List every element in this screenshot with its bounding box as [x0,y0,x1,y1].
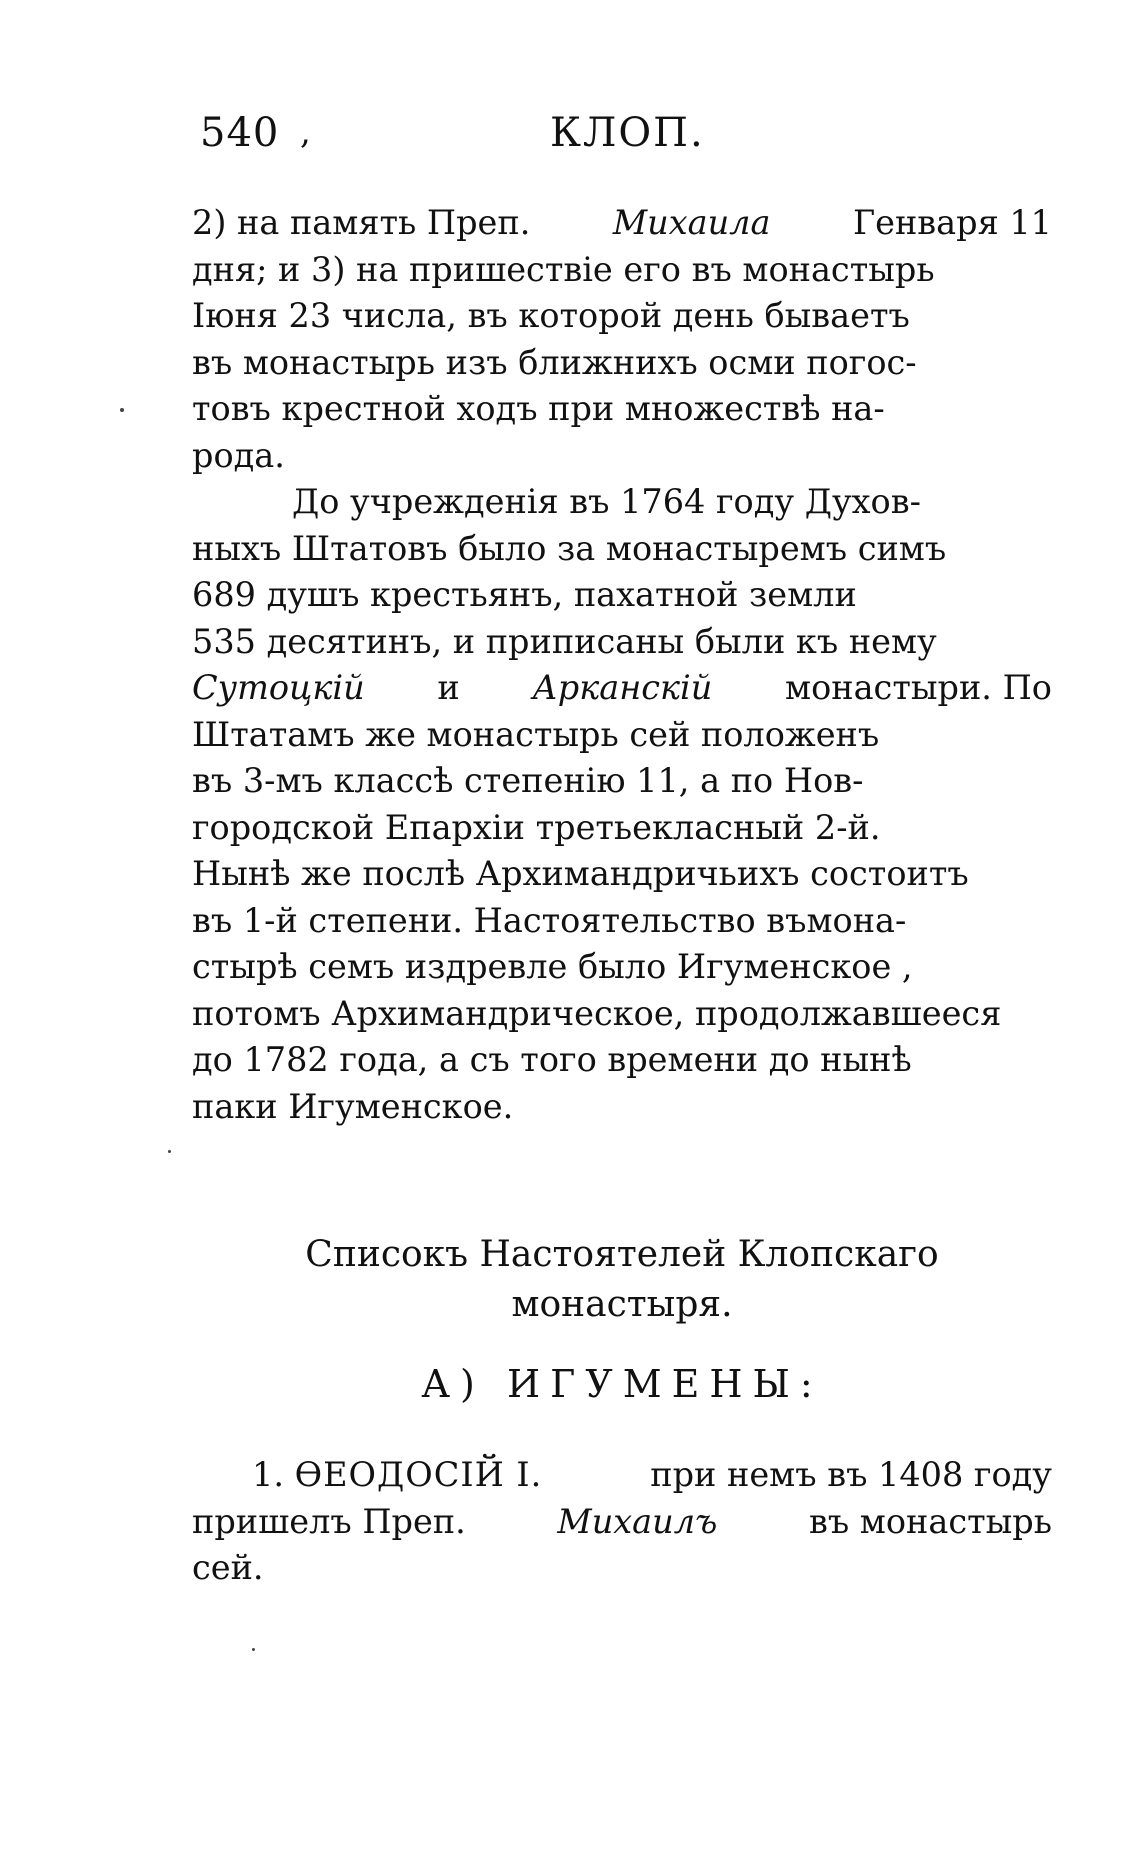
text-segment: Штатамъ же монастырь сей положенъ [192,714,880,754]
text-line [192,293,1052,340]
text-segment: Іюня 23 числа, въ которой день бываетъ [192,296,910,335]
text-line [192,991,1052,1038]
print-speck [120,408,124,412]
text-segment: ныхъ Штатовъ было за монастыремъ симъ [192,528,947,568]
italic-name: Михаилъ [557,1501,718,1541]
text-segment: потомъ Архимандрическое, продолжавшееся [192,993,1002,1033]
text-segment: пришелъ Преп. [192,1501,466,1541]
print-speck [252,1648,255,1651]
text-line [192,247,1052,294]
text-line [192,665,1052,712]
text-line [192,712,1052,759]
body-text [192,200,1052,1130]
italic-name: Арканскій [532,668,713,707]
text-segment: въ монастырь [808,1501,1052,1541]
text-segment: при немъ въ 1408 году [650,1455,1052,1494]
entry-number: 1. [252,1455,284,1494]
text-segment: паки Игуменское. [192,1086,514,1126]
text-line [192,944,1052,991]
text-segment: дня; и 3) на пришествіе его въ монастырь [192,249,935,289]
text-segment: сей. [192,1548,264,1587]
text-segment: стырѣ семъ издревле было Игуменское , [192,947,913,986]
text-line [192,898,1052,945]
entry-name: ѲЕОДОСІЙ I. [294,1455,543,1494]
text-segment: До учрежденія въ 1764 году Духов- [292,482,921,521]
text-segment: и [437,668,460,707]
text-segment: въ 1-й степени. Настоятельство въмона- [192,900,907,940]
text-segment: въ 3-мъ классѣ степенію 11, а по Нов- [192,761,864,800]
text-segment: товъ крестной ходъ при множествѣ на- [192,389,885,428]
text-segment: 535 десятинъ, и приписаны были къ нему [192,621,937,661]
text-line [192,1084,1052,1131]
text-line [192,572,1052,619]
text-segment: 2) на память Преп. [192,203,531,242]
text-line [192,526,1052,573]
text-line [192,805,1052,852]
text-line [192,1037,1052,1084]
italic-name: Михаила [612,203,771,242]
running-head [200,110,920,170]
text-segment: 689 душъ крестьянъ, пахатной земли [192,575,857,614]
text-line [192,479,1052,526]
page-mark: , [300,112,311,152]
text-line [192,1545,1052,1592]
italic-name: Сутоцкій [192,668,365,707]
text-segment: городской Епархіи третьекласный 2-й. [192,807,881,847]
section-title [192,1230,1052,1330]
text-line [192,200,1052,247]
text-segment: Нынѣ же послѣ Архимандричьихъ состоитъ [192,854,969,893]
sub-heading: А) ИГУМЕНЫ: [421,1362,823,1406]
text-line [192,758,1052,805]
entry-number-name [252,1452,542,1499]
section-title-line: монастыря. [511,1284,733,1325]
text-line [192,433,1052,480]
text-segment: Генваря 11 [852,203,1052,242]
text-line [192,340,1052,387]
text-segment: рода. [192,435,285,475]
text-line [192,1452,1052,1499]
list-entry [192,1452,1052,1592]
text-segment: монастыри. По [785,668,1052,707]
print-speck [168,1150,171,1153]
section-title-line: Списокъ Настоятелей Клопскаго [305,1234,939,1275]
text-line [192,386,1052,433]
text-line [192,1499,1052,1546]
text-line [192,851,1052,898]
running-title: КЛОП. [550,110,705,156]
text-line [192,619,1052,666]
text-segment: въ монастырь изъ ближнихъ осми погос- [192,342,917,382]
text-segment: до 1782 года, а съ того времени до нынѣ [192,1040,912,1079]
page-number: 540 [200,110,280,156]
